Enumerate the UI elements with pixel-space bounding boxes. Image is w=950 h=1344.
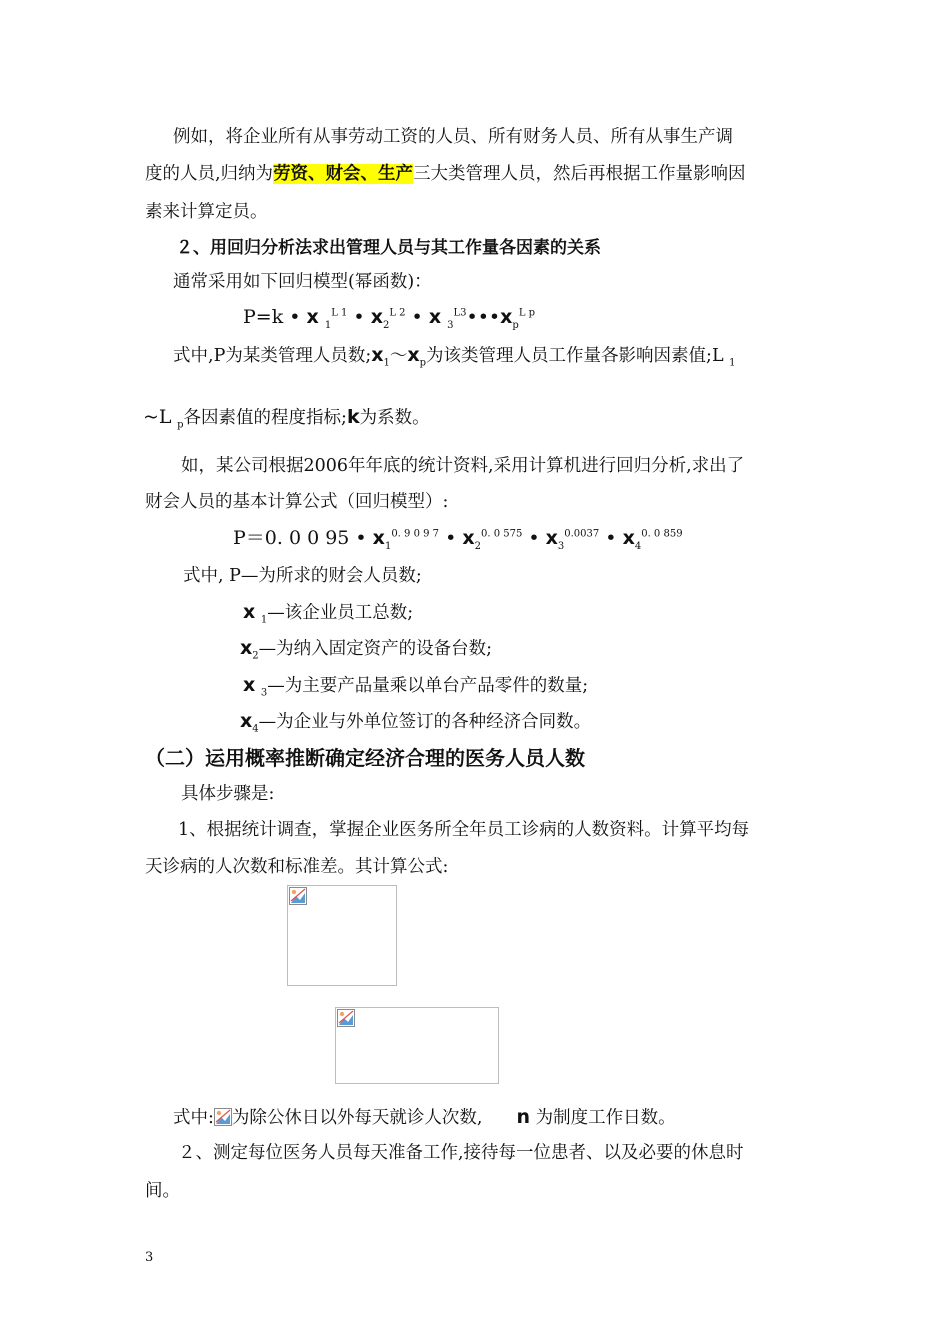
subheading-regression: ２、用回归分析法求出管理人员与其工作量各因素的关系 <box>176 238 601 258</box>
example-line1: 如，某公司根据2006年年底的统计资料,采用计算机进行回归分析,求出了 <box>181 456 745 476</box>
para1-line2 <box>145 162 746 186</box>
definition-x3: x $_3$—为主要产品量乘以单台产品零件的数量; <box>243 674 589 699</box>
step2-line1: ２、测定每位医务人员每天准备工作,接待每一位患者、以及必要的休息时 <box>178 1143 744 1163</box>
para1-line2-post: 三大类管理人员，然后再根据工作量影响因 <box>413 164 746 184</box>
formula-explanation-line2: ~L $_p$各因素值的程度指标;k为系数。 <box>143 406 430 431</box>
broken-image-icon <box>289 887 307 905</box>
formula-power-model: P=k • x $_1^{L 1}$ • $x_2^{L 2}$ • x $_3^{L3}•••x_p^{L p}$ <box>243 306 536 331</box>
formula-finance-staff: P＝0. 0 0 95 • $x_1^{0. 9 0 9 7}$ • $x_2^{0. 0 575}$ • $x_3^{0.0037}$ • $x_4^{0. 0 859}$ <box>233 527 683 552</box>
step1-line2: 天诊病的人次数和标准差。其计算公式: <box>145 857 449 877</box>
definition-x4: $x_4—$为企业与外单位签订的各种经济合同数。 <box>240 710 592 735</box>
step2-line2: 间。 <box>145 1181 180 1201</box>
formula-image-mean <box>287 885 397 986</box>
steps-intro: 具体步骤是: <box>181 784 275 804</box>
para1-line3: 素来计算定员。 <box>145 202 268 222</box>
page-number: 3 <box>145 1250 154 1265</box>
definition-x2: $x_2—$为纳入固定资产的设备台数; <box>240 637 493 662</box>
section-title-medical-staff: （二）运用概率推断确定经济合理的医务人员人数 <box>145 746 585 770</box>
definitions-intro: 式中, P—为所求的财会人员数; <box>183 566 422 586</box>
para1-line2-pre: 度的人员,归纳为 <box>145 164 274 184</box>
model-intro: 通常采用如下回归模型(幂函数)： <box>173 272 432 292</box>
example-line2: 财会人员的基本计算公式（回归模型）: <box>145 492 449 512</box>
note-line: 式中: 为除公休日以外每天就诊人次数, n 为制度工作日数。 <box>173 1106 676 1128</box>
highlighted-categories: 劳资、财会、生产 <box>273 164 414 184</box>
formula-explanation-line1: 式中,P为某类管理人员数$;x_1\sim x_p$为该类管理人员工作量各影响因素值;L $_1$ <box>173 344 736 369</box>
para1-line1: 例如，将企业所有从事劳动工资的人员、所有财务人员、所有从事生产调 <box>173 127 733 147</box>
step1-line1: 1、根据统计调查，掌握企业医务所全年员工诊病的人数资料。计算平均每 <box>178 820 750 840</box>
definition-x1: x $_1$—该企业员工总数; <box>243 601 414 626</box>
broken-image-icon <box>337 1009 355 1027</box>
formula-image-std-dev <box>335 1007 499 1084</box>
broken-image-icon <box>214 1108 232 1126</box>
